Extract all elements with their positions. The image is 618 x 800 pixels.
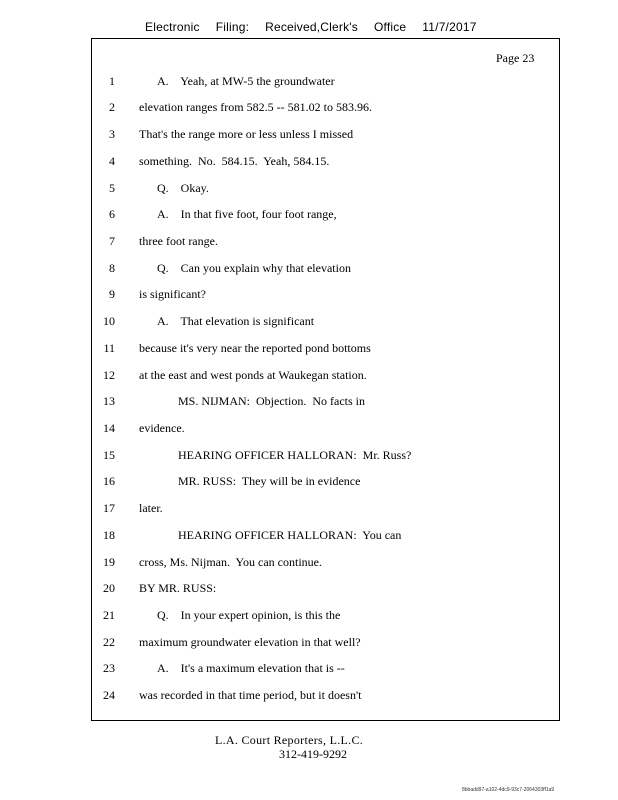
transcript-line [0,154,560,168]
line-text: BY MR. RUSS: [139,581,217,595]
line-text: elevation ranges from 582.5 -- 581.02 to 583.96. [139,100,372,114]
line-text: A. In that five foot, four foot range, [157,207,337,221]
line-text: A. It's a maximum elevation that is -- [157,661,345,675]
line-number: 9 [109,287,115,301]
line-number: 7 [109,234,115,248]
transcript-line [0,448,560,462]
line-number: 12 [103,368,115,382]
line-number: 22 [103,635,115,649]
reporter-phone: 312-419-9292 [279,747,347,761]
transcript-line [0,635,560,649]
line-number: 24 [103,688,115,702]
line-text: MS. NIJMAN: Objection. No facts in [178,394,365,408]
line-number: 14 [103,421,115,435]
line-text: at the east and west ponds at Waukegan station. [139,368,367,382]
line-number: 15 [103,448,115,462]
filing-stamp-word-office: Office [373,20,407,34]
line-number: 20 [103,581,115,595]
reporter-company: L.A. Court Reporters, L.L.C. [215,733,364,747]
transcript-line [0,341,560,355]
line-number: 10 [103,314,115,328]
line-number: 1 [109,74,115,88]
transcript-line [0,127,560,141]
line-text: A. Yeah, at MW-5 the groundwater [157,74,335,88]
line-text: HEARING OFFICER HALLORAN: You can [178,528,402,542]
filing-stamp-date: 11/7/2017 [422,20,477,34]
line-text: HEARING OFFICER HALLORAN: Mr. Russ? [178,448,412,462]
line-number: 3 [109,127,115,141]
line-text: because it's very near the reported pond bottoms [139,341,371,355]
line-text: That's the range more or less unless I missed [139,127,354,141]
transcript-line [0,608,560,622]
transcript-line [0,368,560,382]
line-number: 18 [103,528,115,542]
line-text: A. That elevation is significant [157,314,315,328]
line-number: 17 [103,501,115,515]
line-text: cross, Ms. Nijman. You can continue. [139,555,322,569]
line-number: 8 [109,261,115,275]
line-text: is significant? [139,287,206,301]
line-text: was recorded in that time period, but it doesn't [139,688,362,702]
transcript-line [0,555,560,569]
transcript-line [0,181,560,195]
transcript-line [0,394,560,408]
transcript-line [0,421,560,435]
line-number: 16 [103,474,115,488]
filing-stamp-word-received: Received,Clerk's [265,20,358,34]
transcript-line [0,287,560,301]
line-number: 13 [103,394,115,408]
line-text: Q. Okay. [157,181,209,195]
line-number: 11 [103,341,115,355]
transcript-line [0,74,560,88]
line-text: maximum groundwater elevation in that well? [139,635,361,649]
filing-stamp-header [145,20,493,34]
line-number: 19 [103,555,115,569]
transcript-line [0,261,560,275]
transcript-line [0,528,560,542]
transcript-line [0,474,560,488]
line-text: something. No. 584.15. Yeah, 584.15. [139,154,330,168]
transcript-line [0,314,560,328]
line-number: 6 [109,207,115,221]
line-number: 23 [103,661,115,675]
transcript-line [0,100,560,114]
transcript-line [0,501,560,515]
line-number: 21 [103,608,115,622]
line-number: 4 [109,154,115,168]
transcript-line [0,234,560,248]
line-text: Q. Can you explain why that elevation [157,261,351,275]
filing-stamp-word-electronic: Electronic [145,20,200,34]
document-id: 8bbadd97-a102-4dc9-93c7-2064303ff1a9 [462,787,555,793]
line-text: Q. In your expert opinion, is this the [157,608,341,622]
line-number: 2 [109,100,115,114]
line-number: 5 [109,181,115,195]
transcript-line [0,581,560,595]
line-text: evidence. [139,421,185,435]
filing-stamp-word-filing: Filing: [215,20,250,34]
line-text: MR. RUSS: They will be in evidence [178,474,361,488]
transcript-line [0,661,560,675]
transcript-line [0,207,560,221]
page-number: Page 23 [496,51,535,65]
line-text: later. [139,501,163,515]
transcript-line [0,688,560,702]
line-text: three foot range. [139,234,218,248]
